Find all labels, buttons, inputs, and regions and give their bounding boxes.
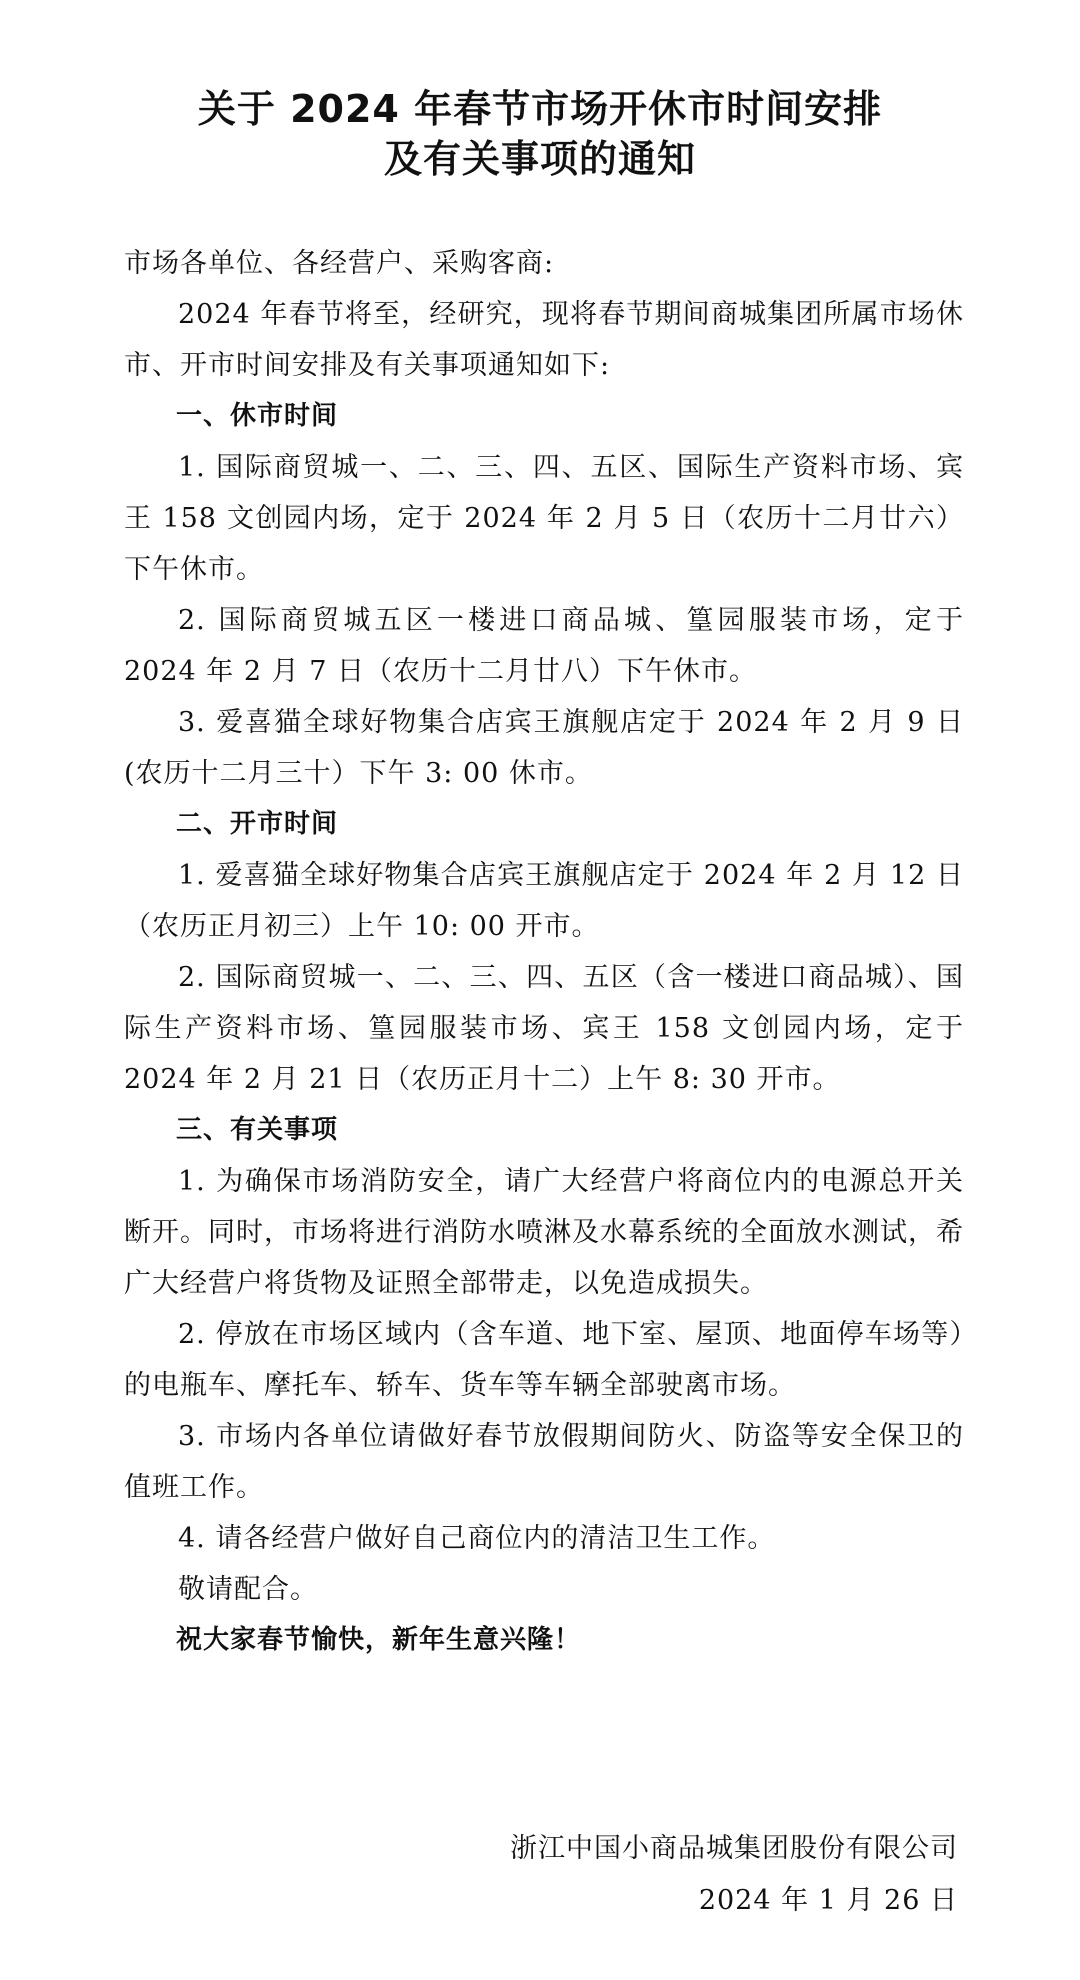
opening-item-1: 1. 爱喜猫全球好物集合店宾王旗舰店定于 2024 年 2 月 12 日（农历正月初三）上午 10: 00 开市。 [124, 860, 964, 942]
notice-title-line1: 关于 2024 年春节市场开休市时间安排 [197, 87, 883, 131]
matters-item-3: 3. 市场内各单位请做好春节放假期间防火、防盗等安全保卫的值班工作。 [124, 1421, 964, 1503]
matters-item-2: 2. 停放在市场区域内（含车道、地下室、屋顶、地面停车场等）的电瓶车、摩托车、轿车、货车等车辆全部驶离市场。 [124, 1319, 964, 1401]
intro-paragraph: 2024 年春节将至，经研究，现将春节期间商城集团所属市场休市、开市时间安排及有关事项通知如下: [124, 299, 964, 381]
section-heading-opening-time: 二、开市时间 [176, 809, 339, 839]
signature-company: 浙江中国小商品城集团股份有限公司 [510, 1833, 958, 1864]
signature-date: 2024 年 1 月 26 日 [698, 1885, 958, 1916]
closing-item-2: 2. 国际商贸城五区一楼进口商品城、篁园服装市场，定于 2024 年 2 月 7 日（农历十二月廿八）下午休市。 [124, 605, 964, 687]
request-line: 敬请配合。 [178, 1574, 318, 1605]
closing-item-3: 3. 爱喜猫全球好物集合店宾王旗舰店定于 2024 年 2 月 9 日(农历十二月三十）下午 3: 00 休市。 [124, 707, 964, 789]
section-heading-closing-time: 一、休市时间 [176, 401, 339, 431]
matters-item-4: 4. 请各经营户做好自己商位内的清洁卫生工作。 [178, 1523, 776, 1554]
closing-item-1: 1. 国际商贸城一、二、三、四、五区、国际生产资料市场、宾王 158 文创园内场，定于 2024 年 2 月 5 日（农历十二月廿六）下午休市。 [124, 452, 964, 585]
matters-item-1: 1. 为确保市场消防安全，请广大经营户将商位内的电源总开关断开。同时，市场将进行消防水喷淋及水幕系统的全面放水测试，希广大经营户将货物及证照全部带走，以免造成损失。 [124, 1166, 964, 1299]
notice-title-line2: 及有关事项的通知 [383, 137, 696, 181]
opening-item-2: 2. 国际商贸城一、二、三、四、五区（含一楼进口商品城）、国际生产资料市场、篁园服装市场、宾王 158 文创园内场，定于 2024 年 2 月 21 日（农历正月十二）上午 8: 30 开市。 [124, 962, 964, 1095]
wish-line: 祝大家春节愉快，新年生意兴隆！ [176, 1625, 582, 1655]
salutation: 市场各单位、各经营户、采购客商: [124, 248, 555, 279]
notice-body [124, 238, 964, 1666]
section-heading-matters: 三、有关事项 [176, 1115, 339, 1145]
